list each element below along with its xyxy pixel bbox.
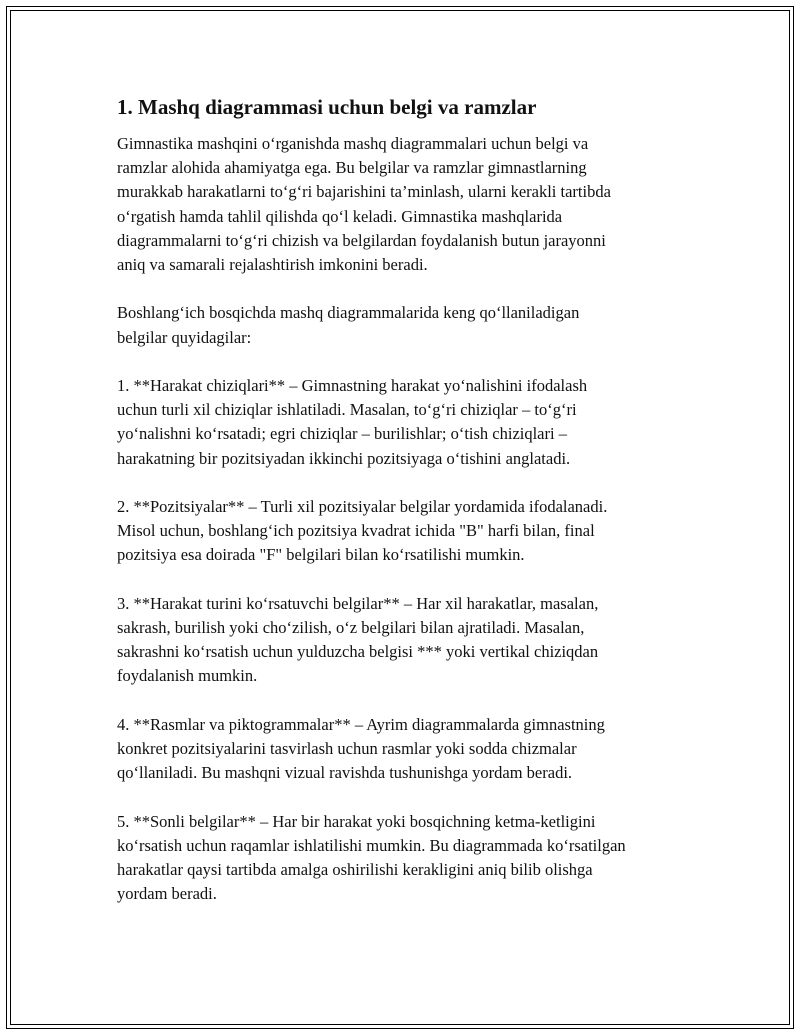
list-item-pictograms: 4. **Rasmlar va piktogrammalar** – Ayrim diagrammalarda gimnastning konkret pozitsiyalarini tasvirlash uchun rasmlar yoki sodda chizmalar qo‘llaniladi. Bu mashqni vizual ravishda tushunishga yordam beradi.: [117, 714, 605, 783]
list-intro-paragraph: Boshlang‘ich bosqichda mashq diagrammalarida keng qo‘llaniladigan belgilar quyidagilar:: [117, 303, 580, 347]
section-heading: 1. Mashq diagrammasi uchun belgi va ramzlar: [117, 95, 537, 119]
list-item-movement-lines: 1. **Harakat chiziqlari** – Gimnastning harakat yo‘nalishini ifodalash uchun turli xil chiziqlar ishlatiladi. Masalan, to‘g‘ri chiziqlar – to‘g‘ri yo‘nalishni ko‘rsatadi; egri chiziqlar – burilishlar; o‘tish chiziqlari – harakatning bir pozitsiyadan ikkinchi pozitsiyaga o‘tishini anglatadi.: [117, 376, 588, 468]
list-item-positions: 2. **Pozitsiyalar** – Turli xil pozitsiyalar belgilar yordamida ifodalanadi. Misol uchun, boshlang‘ich pozitsiya kvadrat ichida "B" harfi bilan, final pozitsiya esa doirada "F" belgilari bilan ko‘rsatilishi mumkin.: [117, 497, 608, 565]
list-item-movement-type-symbols: 3. **Harakat turini ko‘rsatuvchi belgilar** – Har xil harakatlar, masalan, sakrash, burilish yoki cho‘zilish, o‘z belgilari bilan ajratiladi. Masalan, sakrashni ko‘rsatish uchun yulduzcha belgisi *** yoki vertikal chiziqdan foydalanish mumkin.: [117, 593, 599, 686]
list-item-numeric-symbols: 5. **Sonli belgilar** – Har bir harakat yoki bosqichning ketma-ketligini ko‘rsatish uchun raqamlar ishlatilishi mumkin. Bu diagrammada ko‘rsatilgan harakatlar qaysi tartibda amalga oshirilishi kerakligini aniq bilib olishga yordam beradi.: [117, 811, 626, 904]
document-body: [117, 93, 697, 931]
intro-paragraph: Gimnastika mashqini o‘rganishda mashq diagrammalari uchun belgi va ramzlar alohida ahamiyatga ega. Bu belgilar va ramzlar gimnastlarning murakkab harakatlarni to‘g‘ri bajarishini ta’minlash, ularni kerakli tartibda o‘rgatish hamda tahlil qilishda qo‘l keladi. Gimnastika mashqlarida diagrammalarni to‘g‘ri chizish va belgilardan foydalanish butun jarayonni aniq va samarali rejalashtirish imkonini beradi.: [117, 134, 611, 275]
